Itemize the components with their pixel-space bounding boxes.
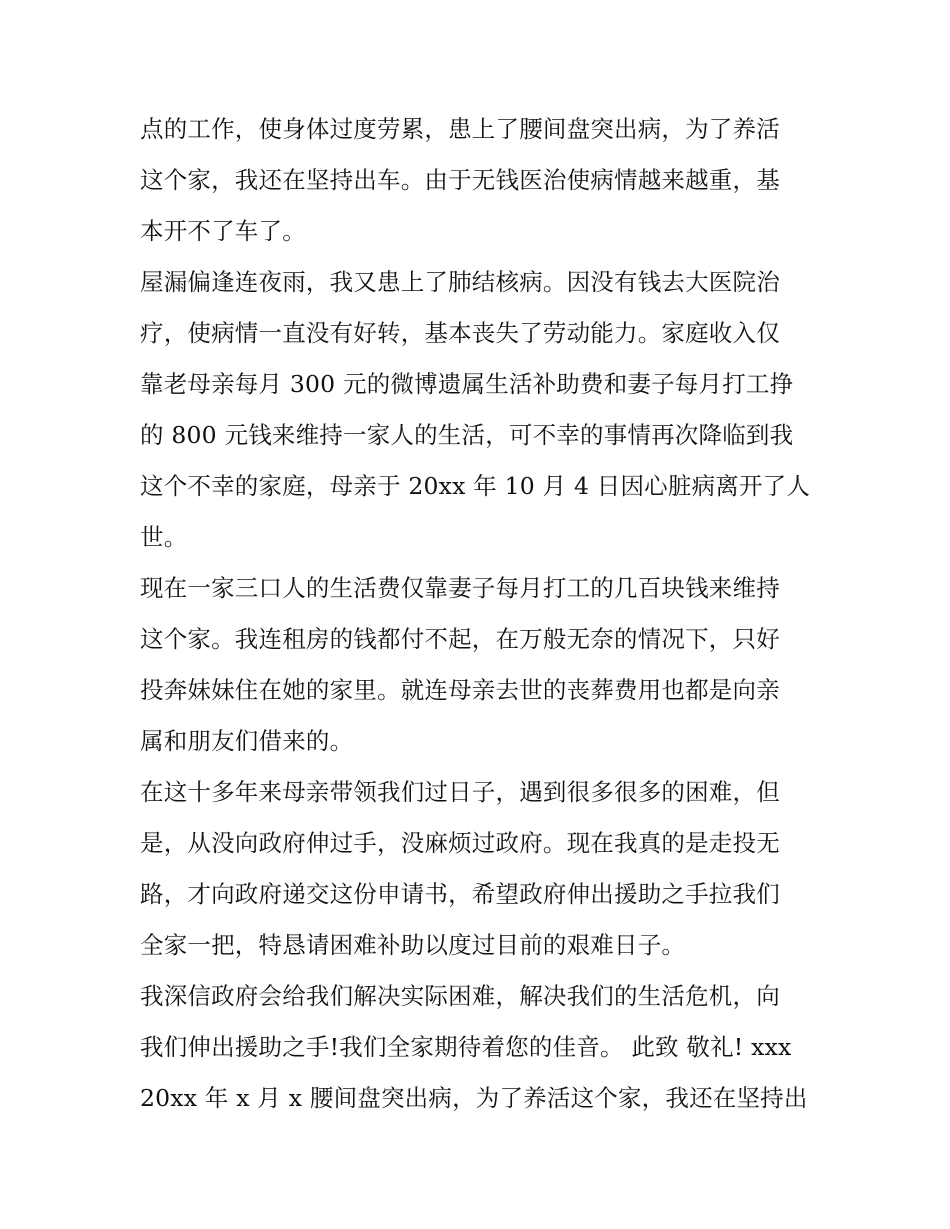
text-line: 本开不了车了。 [140,217,306,245]
text-line: 这个不幸的家庭，母亲于 20xx 年 10 月 4 日因心脏病离开了人 [140,472,811,500]
text-line: 20xx 年 x 月 x 腰间盘突出病，为了养活这个家，我还在坚持出 [140,1084,808,1112]
text-line: 疗，使病情一直没有好转，基本丧失了劳动能力。家庭收入仅 [140,319,780,347]
text-line: 的 800 元钱来维持一家人的生活，可不幸的事情再次降临到我 [140,421,794,449]
text-line: 屋漏偏逢连夜雨，我又患上了肺结核病。因没有钱去大医院治 [140,268,780,296]
text-line: 点的工作，使身体过度劳累，患上了腰间盘突出病，为了养活 [140,115,780,143]
text-line: 是，从没向政府伸过手，没麻烦过政府。现在我真的是走投无 [140,829,780,857]
text-line: 现在一家三口人的生活费仅靠妻子每月打工的几百块钱来维持 [140,574,780,602]
text-line: 这个家，我还在坚持出车。由于无钱医治使病情越来越重，基 [140,166,780,194]
text-line: 在这十多年来母亲带领我们过日子，遇到很多很多的困难，但 [140,778,780,806]
text-line: 靠老母亲每月 300 元的微博遗属生活补助费和妻子每月打工挣 [140,370,794,398]
document-body [140,104,812,1124]
text-line: 投奔妹妹住在她的家里。就连母亲去世的丧葬费用也都是向亲 [140,676,780,704]
text-line: 世。 [140,523,188,551]
text-line: 路，才向政府递交这份申请书，希望政府伸出援助之手拉我们 [140,880,780,908]
text-line: 全家一把，特恳请困难补助以度过目前的艰难日子。 [140,931,686,959]
text-line: 属和朋友们借来的。 [140,727,354,755]
text-line: 我们伸出援助之手!我们全家期待着您的佳音。 此致 敬礼! xxx [140,1033,792,1061]
text-line: 这个家。我连租房的钱都付不起，在万般无奈的情况下，只好 [140,625,780,653]
text-line: 我深信政府会给我们解决实际困难，解决我们的生活危机，向 [140,982,780,1010]
